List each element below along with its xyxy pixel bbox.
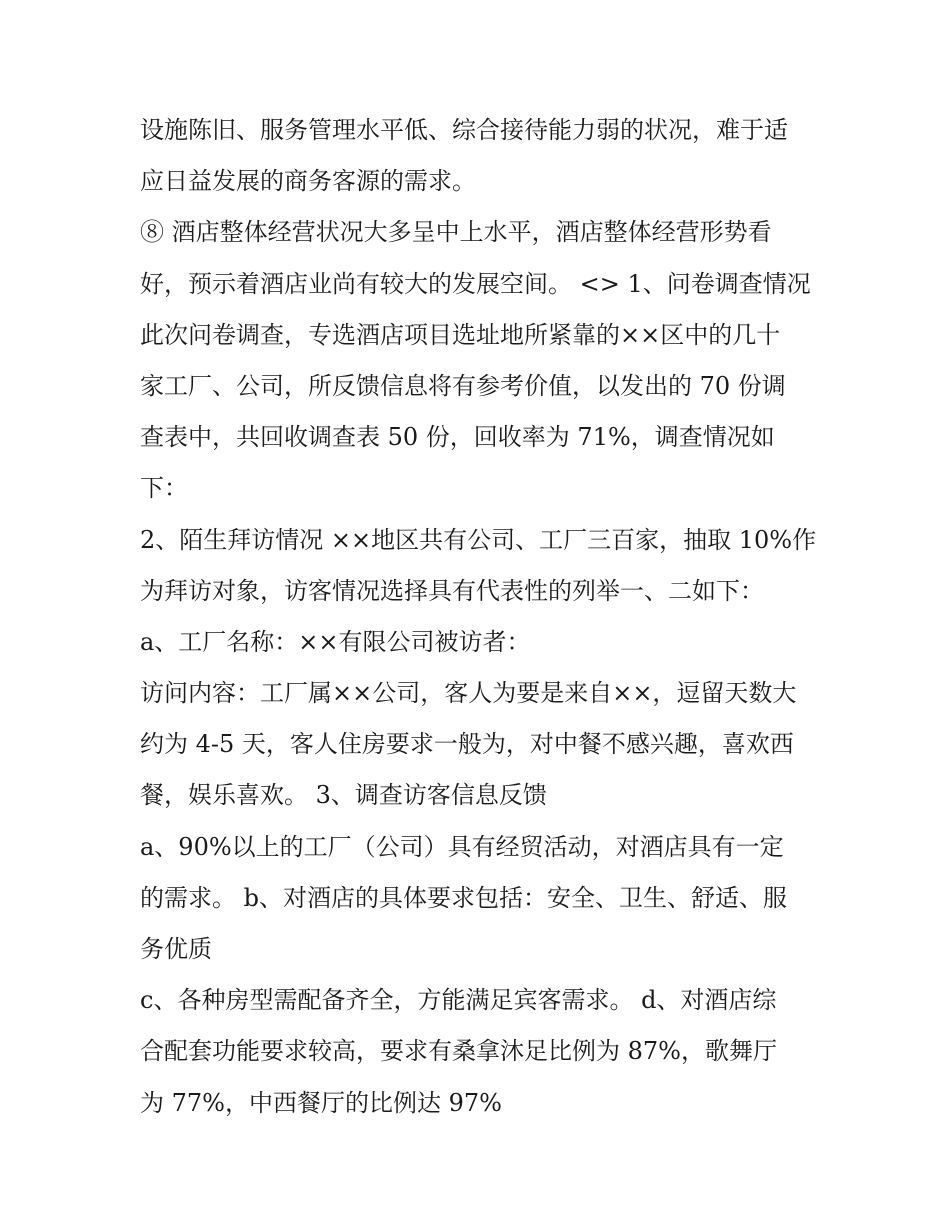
text-line: 约为 4-5 天，客人住房要求一般为，对中餐不感兴趣，喜欢西 [140,730,794,759]
text-line: 设施陈旧、服务管理水平低、综合接待能力弱的状况，难于适 [140,116,788,144]
text-line: c、各种房型需配备齐全，方能满足宾客需求。 d、对酒店综 [140,986,777,1015]
text-line: 的需求。 b、对酒店的具体要求包括：安全、卫生、舒适、服 [140,883,787,912]
text-line: 合配套功能要求较高，要求有桑拿沐足比例为 87%，歌舞厅 [140,1037,777,1066]
text-line: 此次问卷调查，专选酒店项目选址地所紧靠的××区中的几十 [140,320,781,349]
text-line: 家工厂、公司，所反馈信息将有参考价值，以发出的 70 份调 [140,371,786,400]
text-line: a、工厂名称：××有限公司被访者： [140,627,531,656]
text-line: 2、陌生拜访情况 ××地区共有公司、工厂三百家，抽取 10%作 [140,525,817,554]
text-line: a、90%以上的工厂（公司）具有经贸活动，对酒店具有一定 [140,832,784,861]
text-line: ⑧ 酒店整体经营状况大多呈中上水平，酒店整体经营形势看 [140,218,772,247]
text-line: 应日益发展的商务客源的需求。 [140,167,476,196]
text-line: 务优质 [140,935,212,963]
text-line: 好，预示着酒店业尚有较大的发展空间。 <> 1、问卷调查情况 [140,269,811,298]
text-line: 下： [140,474,188,503]
document-body [140,105,820,1129]
text-line: 为拜访对象，访客情况选择具有代表性的列举一、二如下： [140,576,764,605]
text-line: 访问内容：工厂属××公司，客人为要是来自××，逗留天数大 [140,679,797,708]
text-line: 查表中，共回收调查表 50 份，回收率为 71%，调查情况如 [140,423,775,452]
text-line: 餐，娱乐喜欢。 3、调查访客信息反馈 [140,781,547,810]
text-line: 为 77%，中西餐厅的比例达 97% [140,1088,502,1117]
